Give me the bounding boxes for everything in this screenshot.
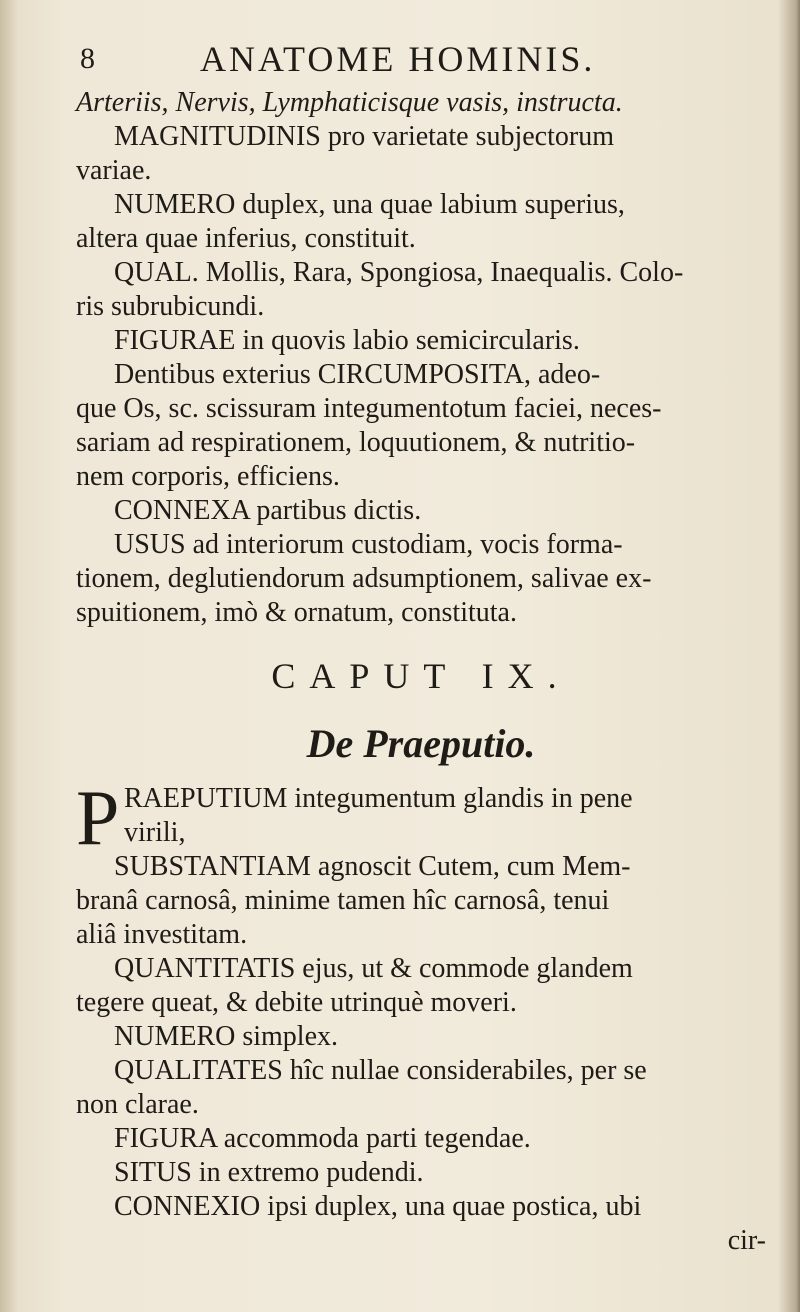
page-right-edge bbox=[778, 0, 800, 1312]
text-line: QUAL. Mollis, Rara, Spongiosa, Inaequalis. Colo- bbox=[114, 257, 684, 288]
text-line: altera quae inferius, constituit. bbox=[76, 223, 416, 254]
text-line: que Os, sc. scissuram integumentotum faciei, neces- bbox=[76, 393, 662, 424]
text-line: USUS ad interiorum custodiam, vocis forma- bbox=[114, 529, 623, 560]
page-left-shadow bbox=[0, 0, 18, 1312]
chapter-title: De Praeputio. bbox=[306, 721, 536, 766]
text-line: sariam ad respirationem, loquutionem, & nutritio- bbox=[76, 427, 636, 458]
text-block bbox=[76, 86, 766, 1258]
chapter-heading: CAPUT IX. bbox=[271, 656, 571, 696]
text-line: MAGNITUDINIS pro varietate subjectorum bbox=[114, 121, 614, 152]
text-line: FIGURAE in quovis labio semicircularis. bbox=[114, 325, 580, 356]
text-line: QUALITATES hîc nullae considerabiles, per se bbox=[114, 1055, 647, 1086]
text-line: CONNEXIO ipsi duplex, una quae postica, ubi bbox=[114, 1191, 642, 1222]
text-line: spuitionem, imò & ornatum, constituta. bbox=[76, 597, 517, 628]
text-line: branâ carnosâ, minime tamen hîc carnosâ, tenui bbox=[76, 885, 610, 916]
page-number: 8 bbox=[80, 42, 97, 75]
text-line: tegere queat, & debite utrinquè moveri. bbox=[76, 987, 517, 1018]
text-line: FIGURA accommoda parti tegendae. bbox=[114, 1123, 531, 1154]
text-line: RAEPUTIUM integumentum glandis in pene bbox=[124, 783, 633, 814]
text-line: Dentibus exterius CIRCUMPOSITA, adeo- bbox=[114, 359, 601, 390]
text-line: variae. bbox=[76, 155, 152, 186]
text-line: Arteriis, Nervis, Lymphaticisque vasis, instructa. bbox=[76, 87, 623, 118]
drop-cap: P bbox=[76, 774, 120, 861]
text-line: nem corporis, efficiens. bbox=[76, 461, 340, 492]
first-paragraph bbox=[76, 774, 766, 861]
text-line: tionem, deglutiendorum adsumptionem, salivae ex- bbox=[76, 563, 652, 594]
text-line: SUBSTANTIAM agnoscit Cutem, cum Mem- bbox=[114, 851, 631, 882]
running-header bbox=[80, 36, 760, 86]
text-line: QUANTITATIS ejus, ut & commode glandem bbox=[114, 953, 633, 984]
text-line: SITUS in extremo pudendi. bbox=[114, 1157, 424, 1188]
text-line: non clarae. bbox=[76, 1089, 199, 1120]
text-line: CONNEXA partibus dictis. bbox=[114, 495, 422, 526]
running-title: ANATOME HOMINIS. bbox=[200, 39, 596, 79]
text-line: NUMERO simplex. bbox=[114, 1021, 338, 1052]
text-line: ris subrubicundi. bbox=[76, 291, 265, 322]
text-line: aliâ investitam. bbox=[76, 919, 248, 950]
catchword: cir- bbox=[727, 1225, 766, 1256]
text-line: NUMERO duplex, una quae labium superius, bbox=[114, 189, 625, 220]
text-line: virili, bbox=[124, 817, 186, 848]
